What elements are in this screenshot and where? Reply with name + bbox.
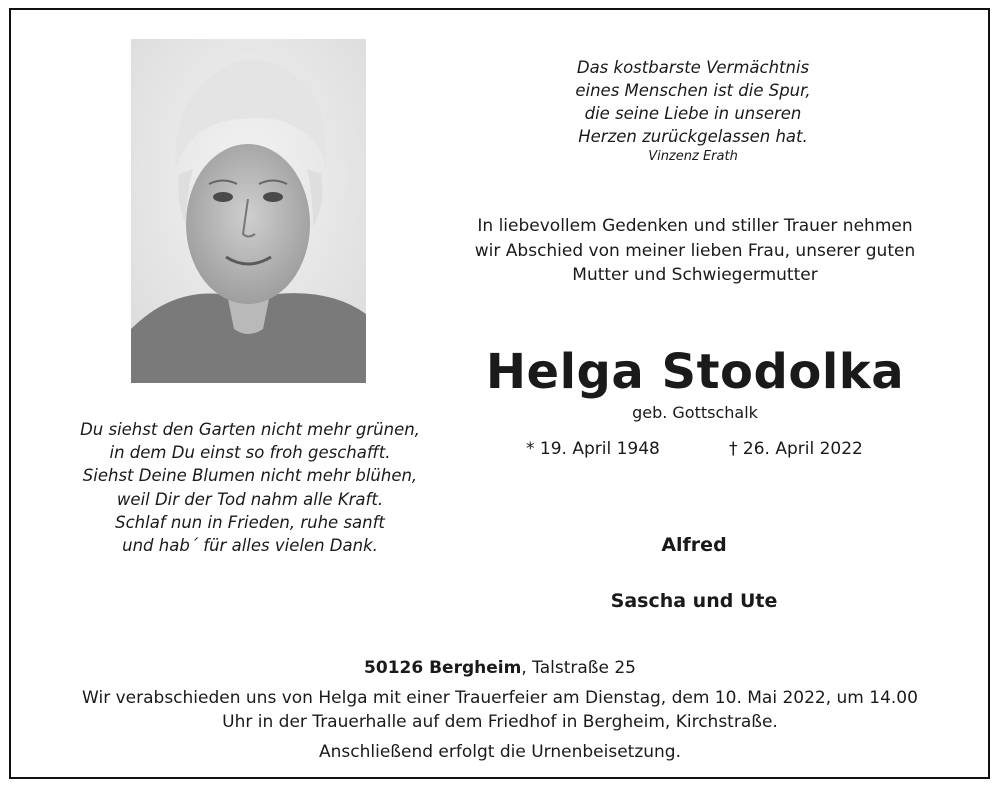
quote-line: Herzen zurückgelassen hat. [578,127,808,146]
intro-line: In liebevollem Gedenken und stiller Trauer nehmen [477,216,913,236]
closing-text: Anschließend erfolgt die Urnenbeisetzung. [319,742,681,762]
quote-line: die seine Liebe in unseren [584,104,802,123]
birth-name: geb. Gottschalk [632,403,758,422]
intro-line: Mutter und Schwiegermutter [572,265,818,285]
portrait-photo [131,39,366,383]
quote-line: eines Menschen ist die Spur, [575,81,811,100]
intro-line: wir Abschied von meiner lieben Frau, unserer guten [474,240,916,261]
portrait-image [131,39,366,383]
service-info [60,686,940,734]
poem-line: Siehst Deine Blumen nicht mehr blühen, [82,466,418,486]
quote-line: Das kostbarste Vermächtnis [576,58,810,77]
deceased-name: Helga Stodolka [485,344,905,400]
mourner-name: Alfred [661,534,727,556]
address-line [60,656,940,680]
quote-author: Vinzenz Erath [648,149,738,164]
poem-line: Du siehst den Garten nicht mehr grünen, [80,420,420,439]
mourner-name: Sascha und Ute [610,590,778,612]
service-line: Uhr in der Trauerhalle auf dem Friedhof in Bergheim, Kirchstraße. [222,712,778,732]
service-line: Wir verabschieden uns von Helga mit einer Trauerfeier am Dienstag, dem 10. Mai 2022, um 14.00 [82,688,918,708]
quote-block [498,56,888,166]
intro-text [440,214,950,288]
poem-line: in dem Du einst so froh geschafft. [109,443,391,463]
poem-line: Schlaf nun in Frieden, ruhe sanft [115,512,385,532]
poem-line: und hab´ für alles vielen Dank. [122,536,378,556]
death-date: † 26. April 2022 [729,439,863,459]
address-street: , Talstraße 25 [521,658,636,678]
poem-block [70,418,430,557]
birth-date: * 19. April 1948 [526,439,660,459]
address-city: 50126 Bergheim [364,658,522,678]
poem-line: weil Dir der Tod nahm alle Kraft. [116,489,384,509]
